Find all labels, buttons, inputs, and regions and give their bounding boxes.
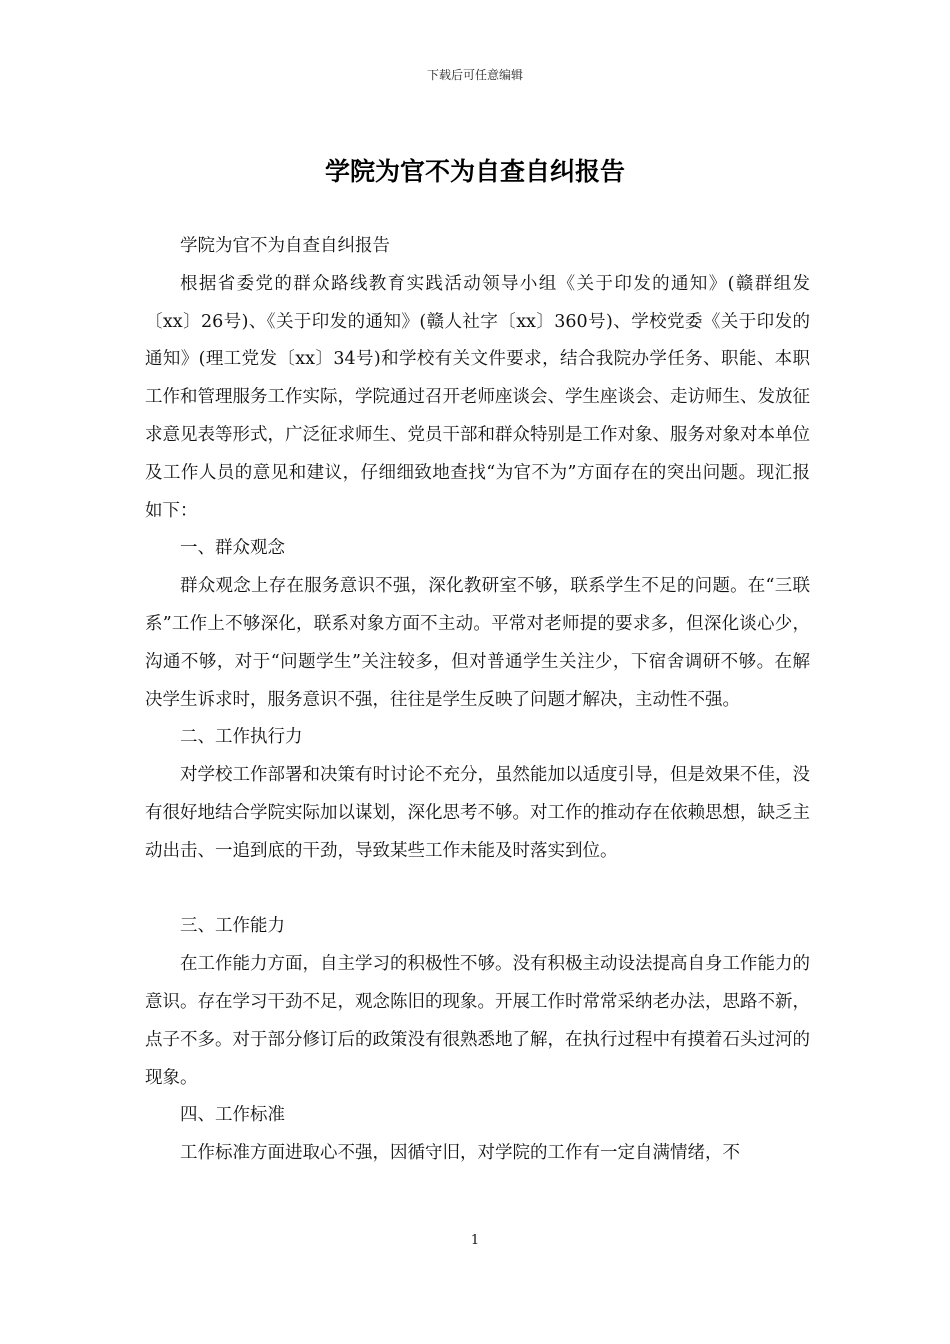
paragraph-section-4: 工作标准方面进取心不强，因循守旧，对学院的工作有一定自满情绪，不 xyxy=(180,1143,740,1164)
paragraph-section-1: 群众观念上存在服务意识不强，深化教研室不够，联系学生不足的问题。在“三联系”工作上不够深化，联系对象方面不主动。平常对老师提的要求多，但深化谈心少，沟通不够，对于“问题学生”关注较多，但对普通学生关注少，下宿舍调研不够。在解决学生诉求时，服务意识不强，往往是学生反映了问题才解决，主动性不强。 xyxy=(145,576,810,710)
page-number: 1 xyxy=(470,1233,480,1248)
paragraph-section-2: 对学校工作部署和决策有时讨论不充分，虽然能加以适度引导，但是效果不佳，没有很好地结合学院实际加以谋划，深化思考不够。对工作的推动存在依赖思想，缺乏主动出击、一追到底的干劲，导致某些工作未能及时落实到位。 xyxy=(145,765,810,861)
section-heading-4: 四、工作标准 xyxy=(180,1105,285,1126)
page-header: 下载后可任意编辑 xyxy=(426,68,523,82)
document-title: 学院为官不为自查自纠报告 xyxy=(324,157,625,186)
paragraph-subtitle: 学院为官不为自查自纠报告 xyxy=(180,236,390,256)
section-heading-1: 一、群众观念 xyxy=(180,538,285,559)
section-heading-3: 三、工作能力 xyxy=(180,916,285,937)
paragraph-section-3: 在工作能力方面，自主学习的积极性不够。没有积极主动设法提高自身工作能力的意识。存在学习干劲不足，观念陈旧的现象。开展工作时常常采纳老办法，思路不新，点子不多。对于部分修订后的政策没有很熟悉地了解，在执行过程中有摸着石头过河的现象。 xyxy=(145,954,810,1088)
blank-line xyxy=(145,871,810,909)
document-body xyxy=(145,228,810,1173)
paragraph-intro: 根据省委党的群众路线教育实践活动领导小组《关于印发的通知》(赣群组发〔xx〕26号)、《关于印发的通知》(赣人社字〔xx〕360号)、学校党委《关于印发的通知》(理工党发〔xx〕34号)和学校有关文件要求，结合我院办学任务、职能、本职工作和管理服务工作实际，学院通过召开老师座谈会、学生座谈会、走访师生、发放征求意见表等形式，广泛征求师生、党员干部和群众特别是工作对象、服务对象对本单位及工作人员的意见和建议，仔细细致地查找“为官不为”方面存在的突出问题。现汇报如下： xyxy=(145,273,810,521)
section-heading-2: 二、工作执行力 xyxy=(180,727,303,748)
